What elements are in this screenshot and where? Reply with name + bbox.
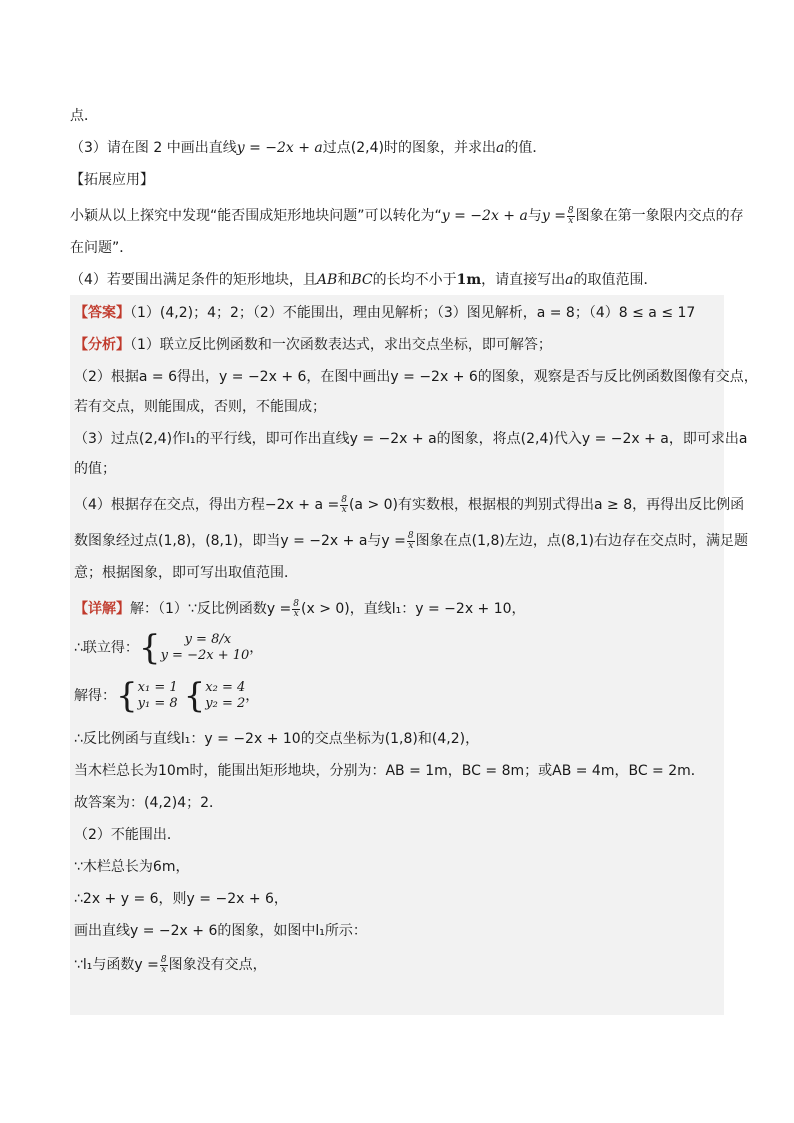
fraction-numerator: 8	[407, 530, 414, 541]
text-fragment: ，请直接写出	[481, 272, 566, 288]
text-fragment: 图象在第一象限内交点的存	[575, 208, 744, 224]
fraction-denominator: x	[568, 215, 574, 226]
math-variable: a	[565, 272, 574, 288]
detail-line	[74, 597, 724, 621]
answer-text: （1）(4,2)；4；2；（2）不能围出，理由见解析；（3）图见解析，a = 8；（4）8 ≤ a ≤ 17	[130, 305, 696, 321]
solution-panel	[70, 295, 758, 1015]
math-expression: y = −2x + a	[441, 208, 528, 224]
text-fragment: 点．	[70, 108, 98, 124]
text-line	[70, 106, 730, 126]
fraction-denominator: x	[408, 540, 414, 551]
fraction	[160, 956, 168, 975]
analysis-line	[74, 493, 745, 517]
fraction	[340, 496, 348, 515]
detail-tag: 【详解】	[74, 601, 130, 617]
analysis-line	[74, 335, 724, 355]
detail-line	[74, 953, 724, 977]
text-line	[70, 238, 730, 258]
detail-line	[74, 857, 724, 877]
math-variable: BC	[351, 272, 373, 288]
analysis-text: 数图象经过点(1,8)，(8,1)，即当y = −2x + a与y =	[74, 533, 406, 549]
text-fragment: （4）若要围出满足条件的矩形地块，且	[70, 272, 317, 288]
fraction-numerator: 8	[293, 598, 300, 609]
answer-line	[74, 303, 724, 323]
problem-text	[70, 96, 744, 290]
analysis-text: 意；根据图象，即可写出取值范围．	[74, 565, 298, 581]
analysis-text: 若有交点，则能围成，否则，不能围成；	[74, 399, 326, 415]
equation-row: y₂ = 2	[205, 696, 246, 711]
detail-text: （2）不能围出．	[74, 827, 181, 843]
detail-text: 当木栏总长为10m时，能围出矩形地块，分别为：AB = 1m，BC = 8m；或AB = 4m，BC = 2m．	[74, 763, 705, 779]
analysis-text: (a > 0)有实数根，根据根的判别式得出a ≥ 8，再得出反比例函	[348, 497, 745, 513]
detail-text: ，	[249, 640, 264, 656]
solution-body	[74, 303, 758, 977]
math-variable: a	[495, 140, 505, 156]
detail-text: ，	[245, 688, 260, 704]
equation-row: x₂ = 4	[205, 680, 246, 695]
analysis-line	[74, 459, 724, 479]
analysis-line	[74, 429, 748, 449]
brace-symbol: {	[116, 676, 138, 716]
brace-symbol: {	[183, 676, 206, 716]
analysis-text: （2）根据a = 6得出，y = −2x + 6，在图中画出y = −2x + 6的图象，观察是否与反比例函数图像有交点，	[74, 369, 758, 385]
section-heading	[70, 170, 730, 190]
equation-row: x₁ = 1	[137, 680, 178, 695]
text-fragment: 过点(2,4)时的图象，并求出	[322, 140, 496, 156]
analysis-tag: 【分析】	[74, 337, 130, 353]
text-fragment: 的长均不小于	[372, 272, 457, 288]
detail-line	[74, 628, 724, 671]
math-expression: y = −2x + a	[236, 140, 323, 156]
solution-system	[116, 676, 178, 716]
detail-text: ∵l₁与函数y =	[74, 957, 159, 973]
analysis-line	[74, 529, 749, 553]
analysis-text: 图象在点(1,8)左边，点(8,1)右边存在交点时，满足题	[415, 533, 749, 549]
equation-row: y = 8/x	[184, 632, 232, 647]
math-expression: y =	[541, 208, 566, 224]
brace-symbol: {	[138, 628, 161, 668]
analysis-line	[74, 367, 758, 387]
analysis-line	[74, 563, 724, 583]
detail-text: ∴2x + y = 6，则y = −2x + 6，	[74, 891, 288, 907]
analysis-line	[74, 397, 724, 417]
fraction-numerator: 8	[160, 954, 167, 965]
equation-row: y = −2x + 10	[160, 648, 250, 663]
text-fragment: 的取值范围．	[573, 272, 658, 288]
detail-line	[74, 825, 724, 845]
analysis-text: 的值；	[74, 461, 116, 477]
detail-text: ∴联立得：	[74, 640, 139, 656]
fraction	[407, 532, 415, 551]
detail-text: 解：（1）∵反比例函数y =	[130, 601, 292, 617]
text-fragment: （3）请在图 2 中画出直线	[70, 140, 237, 156]
equation-system	[138, 628, 250, 668]
fraction-denominator: x	[293, 608, 299, 619]
detail-line	[74, 761, 724, 781]
detail-line	[74, 676, 724, 717]
detail-text: 图象没有交点，	[168, 957, 267, 973]
text-fragment: 与	[527, 208, 542, 224]
fraction-denominator: x	[341, 504, 347, 515]
detail-text: 画出直线y = −2x + 6的图象，如图中l₁所示：	[74, 923, 367, 939]
text-fragment: 和	[337, 272, 352, 288]
detail-text: ∴反比例函与直线l₁：y = −2x + 10的交点坐标为(1,8)和(4,2)，	[74, 731, 480, 747]
question-3	[70, 138, 730, 158]
solution-system	[183, 676, 246, 716]
equation-row: y₁ = 8	[137, 696, 178, 711]
detail-line	[74, 889, 724, 909]
fraction-numerator: 8	[567, 205, 574, 216]
fraction	[567, 207, 575, 226]
analysis-text: （4）根据存在交点，得出方程−2x + a =	[74, 497, 340, 513]
fraction-denominator: x	[161, 964, 167, 975]
detail-text: 解得：	[74, 688, 116, 704]
detail-text: (x > 0)，直线l₁：y = −2x + 10，	[301, 601, 526, 617]
math-unit: 1m	[456, 272, 482, 288]
text-fragment: 的值．	[504, 140, 547, 156]
detail-line	[74, 793, 724, 813]
analysis-text: （3）过点(2,4)作l₁的平行线，即可作出直线y = −2x + a的图象，将点(2,4)代入y = −2x + a，即可求出a	[74, 431, 748, 447]
text-fragment: 小颖从以上探究中发现“能否围成矩形地块问题”可以转化为“	[70, 208, 442, 224]
detail-line	[74, 729, 724, 749]
math-variable: AB	[316, 272, 338, 288]
detail-text: ∵木栏总长为6m，	[74, 859, 190, 875]
text-fragment: 在问题”．	[70, 240, 134, 256]
detail-text: 故答案为：(4,2)4；2．	[74, 795, 224, 811]
question-4	[70, 270, 730, 290]
fraction-numerator: 8	[341, 494, 347, 505]
analysis-text: （1）联立反比例函数和一次函数表达式，求出交点坐标，即可解答；	[130, 337, 552, 353]
answer-tag: 【答案】	[74, 305, 130, 321]
heading-text: 【拓展应用】	[70, 172, 154, 188]
fraction	[292, 600, 300, 619]
text-line	[70, 204, 744, 228]
detail-line	[74, 921, 724, 941]
